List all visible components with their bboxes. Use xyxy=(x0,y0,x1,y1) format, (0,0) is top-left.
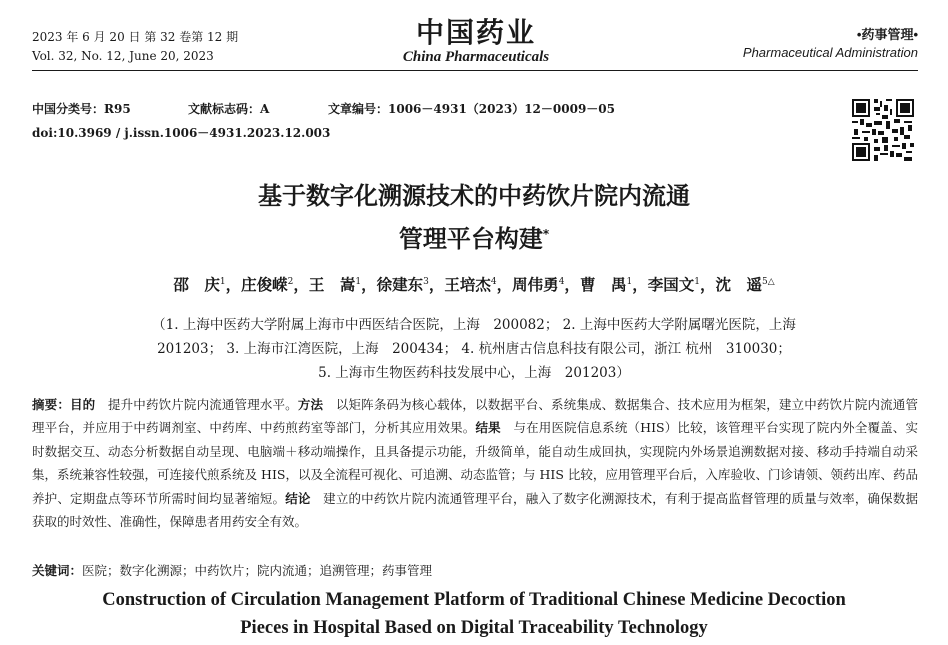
journal-name-cn: 中国药业 xyxy=(415,16,536,49)
article-number: 文章编号：1006－4931（2023）12－0009－05 xyxy=(328,102,615,116)
article-title-en xyxy=(0,586,948,642)
results-text: 与在用医院信息系统（HIS）比较，该管理平台实现了院内外全覆盖、实时数据交互、动态分析数据自动呈现、电脑端＋移动端操作，且具备提示功能，升级简单，能自动生成回执，实现院内外场景追溯数据对接、移动手持端自动采集，系统兼容性较强，可连接代煎系统及 HIS，以及全流程可视化、可追溯、动态监管；与 HIS 比较，应用管理平台后，入库验收、门诊请领、领药出库、药品养护、定期盘点等环节所需时间均显著缩短。 xyxy=(32,420,918,506)
author-name: 曹 禺 xyxy=(579,275,627,295)
affiliation-line-3: 5. 上海市生物医药科技发展中心，上海 201203） xyxy=(318,365,630,381)
author-affiliation-mark: 1 xyxy=(694,277,700,287)
journal-logo xyxy=(386,18,566,66)
affiliations xyxy=(34,313,914,385)
author-affiliation-mark: 4 xyxy=(490,277,497,287)
author xyxy=(444,275,496,294)
author-name: 沈 遥 xyxy=(715,275,762,295)
author xyxy=(173,275,225,294)
author xyxy=(309,275,361,294)
author-affiliation-mark: 1 xyxy=(219,277,226,287)
author xyxy=(512,275,564,294)
issue-en: Vol. 32, No. 12, June 20, 2023 xyxy=(32,49,214,63)
methods-text: 以矩阵条码为核心载体，以数据平台、系统集成、数据集合、技术应用为框架，建立中药饮片院内流通管理平台，并应用于中药调剂室、中药库、中药煎药室等部门，分析其应用效果。 xyxy=(32,397,918,436)
article-meta xyxy=(32,97,615,145)
author-affiliation-mark: 2 xyxy=(287,277,294,287)
title-footnote-mark: * xyxy=(542,227,550,241)
title-line-1: 基于数字化溯源技术的中药饮片院内流通 xyxy=(258,182,690,210)
author xyxy=(377,275,429,294)
author-affiliation-mark: 5△ xyxy=(761,277,775,287)
header-rule xyxy=(32,70,918,71)
journal-name-en: China Pharmaceuticals xyxy=(402,49,550,65)
keywords xyxy=(32,560,918,582)
en-title-line-2: Pieces in Hospital Based on Digital Traceability Technology xyxy=(240,618,708,638)
abstract xyxy=(32,393,918,533)
author-name: 庄俊嵘 xyxy=(241,275,288,295)
article-title-cn xyxy=(0,177,948,258)
keywords-text: 医院；数字化溯源；中药饮片；院内流通；追溯管理；药事管理 xyxy=(82,563,433,578)
author-affiliation-mark: 3 xyxy=(423,277,429,287)
affiliation-line-1: （1. 上海中医药大学附属上海市中西医结合医院，上海 200082； 2. 上海中医药大学附属曙光医院，上海 xyxy=(152,317,796,333)
author xyxy=(241,275,293,294)
author-name: 周伟勇 xyxy=(512,275,559,295)
section-cn: •药事管理• xyxy=(856,27,918,42)
results-label: 结果 xyxy=(475,420,501,436)
author-name: 李国文 xyxy=(647,275,695,295)
issue-info xyxy=(32,28,238,66)
methods-label: 方法 xyxy=(297,397,324,412)
author xyxy=(580,275,632,294)
section-label xyxy=(743,26,918,62)
author-name: 王培杰 xyxy=(444,275,491,295)
abstract-label: 摘要： xyxy=(32,397,70,412)
author-name: 徐建东 xyxy=(376,275,424,295)
qr-code-icon[interactable] xyxy=(850,97,916,163)
conclusion-label: 结论 xyxy=(285,490,311,506)
author xyxy=(715,275,774,294)
section-en: Pharmaceutical Administration xyxy=(742,45,918,60)
author xyxy=(648,275,700,294)
affiliation-line-2: 201203； 3. 上海市江湾医院，上海 200434； 4. 杭州唐古信息科技有限公司，浙江 杭州 310030； xyxy=(157,341,791,357)
objective-label: 目的 xyxy=(69,397,96,412)
author-list: 邵 庆$^1$，庄俊嵘$^2$，王 嵩$^1$，徐建东$^3$，王培杰$^4$，周伟勇$^4$，曹 禺$^1$，李国文$^1$，沈 遥$^{5\triangle}$ xyxy=(173,275,775,295)
keywords-label: 关键词： xyxy=(32,563,83,578)
doi[interactable]: doi:10.3969 / j.issn.1006－4931.2023.12.003 xyxy=(32,126,331,140)
author-name: 邵 庆 xyxy=(173,275,220,295)
issue-cn: 2023 年 6 月 20 日 第 32 卷第 12 期 xyxy=(32,30,239,44)
clc-number: 中国分类号：R95 xyxy=(32,102,131,116)
author-affiliation-mark: 4 xyxy=(558,277,565,287)
en-title-line-1: Construction of Circulation Management Platform of Traditional Chinese Medicine Decoction xyxy=(102,590,846,610)
author-name: 王 嵩 xyxy=(308,275,356,295)
objective-text: 提升中药饮片院内流通管理水平。 xyxy=(95,397,298,412)
title-line-2: 管理平台构建 xyxy=(398,225,543,253)
conclusion-text: 建立的中药饮片院内流通管理平台，融入了数字化溯源技术，有利于提高监督管理的质量与效率，确保数据获取的时效性、准确性，保障患者用药安全有效。 xyxy=(32,490,918,530)
doc-code: 文献标志码：A xyxy=(188,102,270,116)
author-affiliation-mark: 1 xyxy=(355,277,362,287)
author-affiliation-mark: 1 xyxy=(626,277,633,287)
